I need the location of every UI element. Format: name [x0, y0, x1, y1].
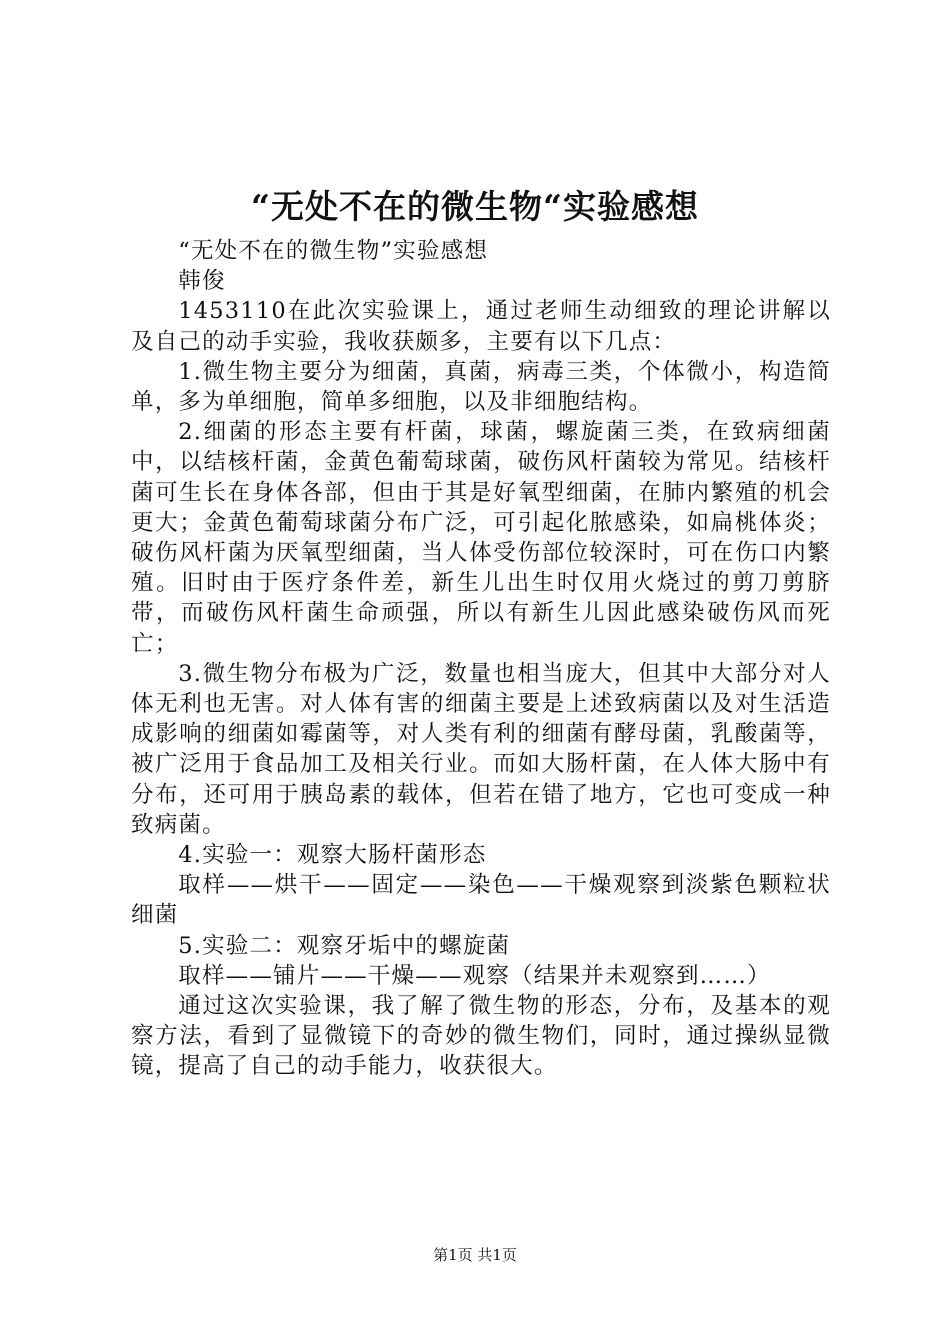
experiment-2-heading: 5.实验二：观察牙垢中的螺旋菌	[178, 932, 511, 959]
point-3-paragraph: 3.微生物分布极为广泛，数量也相当庞大，但其中大部分对人体无利也无害。对人体有害的细菌主要是上述致病菌以及对生活造成影响的细菌如霉菌等，对人类有利的细菌有酵母菌，乳酸菌等，被广泛用于食品加工及相关行业。而如大肠杆菌，在人体大肠中有分布，还可用于胰岛素的载体，但若在错了地方，它也可变成一种致病菌。	[131, 660, 831, 838]
experiment-1-heading: 4.实验一：观察大肠杆菌形态	[178, 842, 487, 869]
experiment-2-steps: 取样——铺片——干燥——观察（结果并未观察到……）	[178, 962, 771, 989]
point-1-paragraph: 1.微生物主要分为细菌，真菌，病毒三类，个体微小，构造简单，多为单细胞，简单多细胞，以及非细胞结构。	[131, 358, 831, 416]
document-body	[131, 236, 831, 1082]
author-paragraph: 韩俊	[178, 268, 226, 295]
document-title: “无处不在的微生物“实验感想	[251, 187, 699, 226]
subtitle-paragraph: “无处不在的微生物”实验感想	[178, 238, 489, 264]
experiment-1-steps: 取样——烘干——固定——染色——干燥观察到淡紫色颗粒状细菌	[131, 872, 831, 929]
page-footer: 第1页 共1页	[433, 1246, 517, 1264]
intro-paragraph: 1453110在此次实验课上，通过老师生动细致的理论讲解以及自己的动手实验，我收获颇多，主要有以下几点：	[131, 298, 831, 355]
point-2-paragraph: 2.细菌的形态主要有杆菌，球菌，螺旋菌三类，在致病细菌中，以结核杆菌，金黄色葡萄球菌，破伤风杆菌较为常见。结核杆菌可生长在身体各部，但由于其是好氧型细菌，在肺内繁殖的机会更大；金黄色葡萄球菌分布广泛，可引起化脓感染，如扁桃体炎；破伤风杆菌为厌氧型细菌，当人体受伤部位较深时，可在伤口内繁殖。旧时由于医疗条件差，新生儿出生时仅用火烧过的剪刀剪脐带，而破伤风杆菌生命顽强，所以有新生儿因此感染破伤风而死亡；	[131, 419, 831, 657]
conclusion-paragraph: 通过这次实验课，我了解了微生物的形态，分布，及基本的观察方法，看到了显微镜下的奇妙的微生物们，同时，通过操纵显微镜，提高了自己的动手能力，收获很大。	[131, 993, 831, 1080]
